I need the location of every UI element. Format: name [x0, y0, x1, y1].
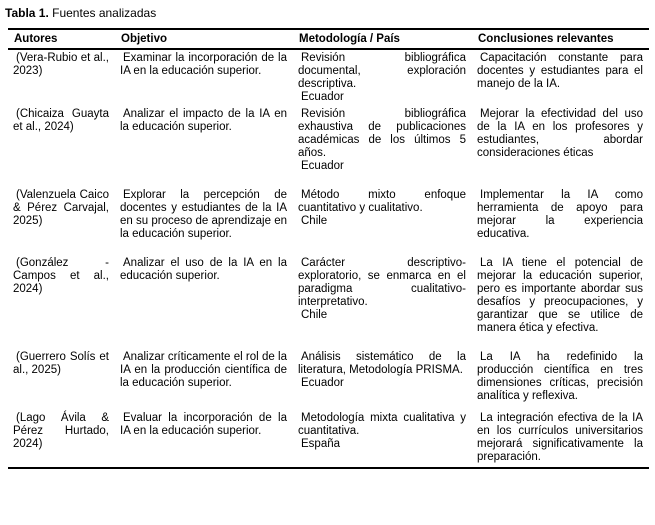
authors-text: (Vera-Rubio et al., 2023): [13, 52, 109, 77]
conclusions-text: La IA ha redefinido la producción científica en tres dimensiones críticas, precisión analítica y reflexiva.: [477, 351, 643, 402]
authors-text: (Chicaiza Guayta et al., 2024): [13, 108, 109, 133]
country-text: Ecuador: [301, 91, 344, 103]
authors-cell: [8, 49, 115, 106]
table-caption-title: Fuentes analizadas: [48, 6, 157, 20]
sources-table: [8, 28, 649, 469]
column-header-autores: Autores: [8, 29, 115, 49]
authors-cell: [8, 410, 115, 468]
country-text: Ecuador: [301, 160, 344, 172]
methodology-text: Metodología mixta cualitativa y cuantitativa.: [298, 412, 466, 437]
authors-cell: [8, 187, 115, 255]
table-caption: [5, 6, 156, 20]
table-row: [8, 49, 649, 106]
conclusions-text: La integración efectiva de la IA en los currículos universitarios mejorará significativamente la preparación.: [477, 412, 643, 463]
methodology-cell: [293, 410, 472, 468]
objective-cell: [115, 49, 293, 106]
methodology-text: Revisión bibliográfica documental, exploración descriptiva.: [298, 52, 466, 90]
conclusions-text: Capacitación constante para docentes y estudiantes para el manejo de la IA.: [477, 52, 643, 90]
conclusions-cell: [472, 349, 649, 410]
authors-cell: [8, 255, 115, 349]
methodology-text: Método mixto enfoque cuantitativo y cualitativo.: [298, 189, 466, 214]
table-row: [8, 255, 649, 349]
objective-cell: [115, 187, 293, 255]
authors-cell: [8, 349, 115, 410]
objective-text: Analizar críticamente el rol de la IA en la producción científica de la educación superior.: [120, 351, 287, 389]
country-text: España: [301, 438, 341, 450]
methodology-text: Revisión bibliográfica exhaustiva de publicaciones académicas de los últimos 5 años.: [298, 108, 466, 159]
objective-text: Analizar el impacto de la IA en la educación superior.: [120, 108, 287, 133]
methodology-text: Carácter descriptivo-exploratorio, se enmarca en el paradigma cualitativo-interpretativo.: [298, 257, 466, 308]
country-text: Ecuador: [301, 377, 344, 389]
conclusions-text: La IA tiene el potencial de mejorar la educación superior, pero es importante abordar sus desafíos y preocupaciones, y garantizar que se utilice de manera ética y efectiva.: [477, 257, 643, 334]
conclusions-cell: [472, 49, 649, 106]
table-header-row: [8, 29, 649, 49]
conclusions-cell: [472, 410, 649, 468]
country-text: Chile: [301, 215, 328, 227]
conclusions-cell: [472, 106, 649, 187]
authors-text: (Guerrero Solís et al., 2025): [13, 351, 109, 376]
conclusions-text: Implementar la IA como herramienta de apoyo para mejorar la experiencia educativa.: [477, 189, 643, 240]
authors-text: (Valenzuela Caico & Pérez Carvajal, 2025): [13, 189, 109, 227]
methodology-text: Análisis sistemático de la literatura, Metodología PRISMA.: [298, 351, 466, 376]
methodology-cell: [293, 255, 472, 349]
table-row: [8, 106, 649, 187]
country-text: Chile: [301, 309, 328, 321]
conclusions-cell: [472, 255, 649, 349]
table-row: [8, 410, 649, 468]
objective-cell: [115, 255, 293, 349]
objective-cell: [115, 106, 293, 187]
authors-cell: [8, 106, 115, 187]
table-caption-number: Tabla 1.: [5, 6, 49, 20]
authors-text: (González - Campos et al., 2024): [13, 257, 109, 295]
conclusions-cell: [472, 187, 649, 255]
methodology-cell: [293, 349, 472, 410]
objective-text: Examinar la incorporación de la IA en la educación superior.: [120, 52, 287, 77]
methodology-cell: [293, 106, 472, 187]
column-header-conclusiones: Conclusiones relevantes: [472, 29, 649, 49]
methodology-cell: [293, 187, 472, 255]
table-row: [8, 349, 649, 410]
objective-text: Explorar la percepción de docentes y estudiantes de la IA en su proceso de aprendizaje en la educación superior.: [120, 189, 287, 240]
objective-cell: [115, 349, 293, 410]
objective-text: Analizar el uso de la IA en la educación superior.: [120, 257, 287, 282]
conclusions-text: Mejorar la efectividad del uso de la IA en los profesores y estudiantes, abordar consideraciones éticas: [477, 108, 643, 159]
table-row: [8, 187, 649, 255]
column-header-metodologia-pais: Metodología / País: [293, 29, 472, 49]
authors-text: (Lago Ávila & Pérez Hurtado, 2024): [13, 412, 109, 450]
column-header-objetivo: Objetivo: [115, 29, 293, 49]
objective-cell: [115, 410, 293, 468]
methodology-cell: [293, 49, 472, 106]
objective-text: Evaluar la incorporación de la IA en la educación superior.: [120, 412, 287, 437]
